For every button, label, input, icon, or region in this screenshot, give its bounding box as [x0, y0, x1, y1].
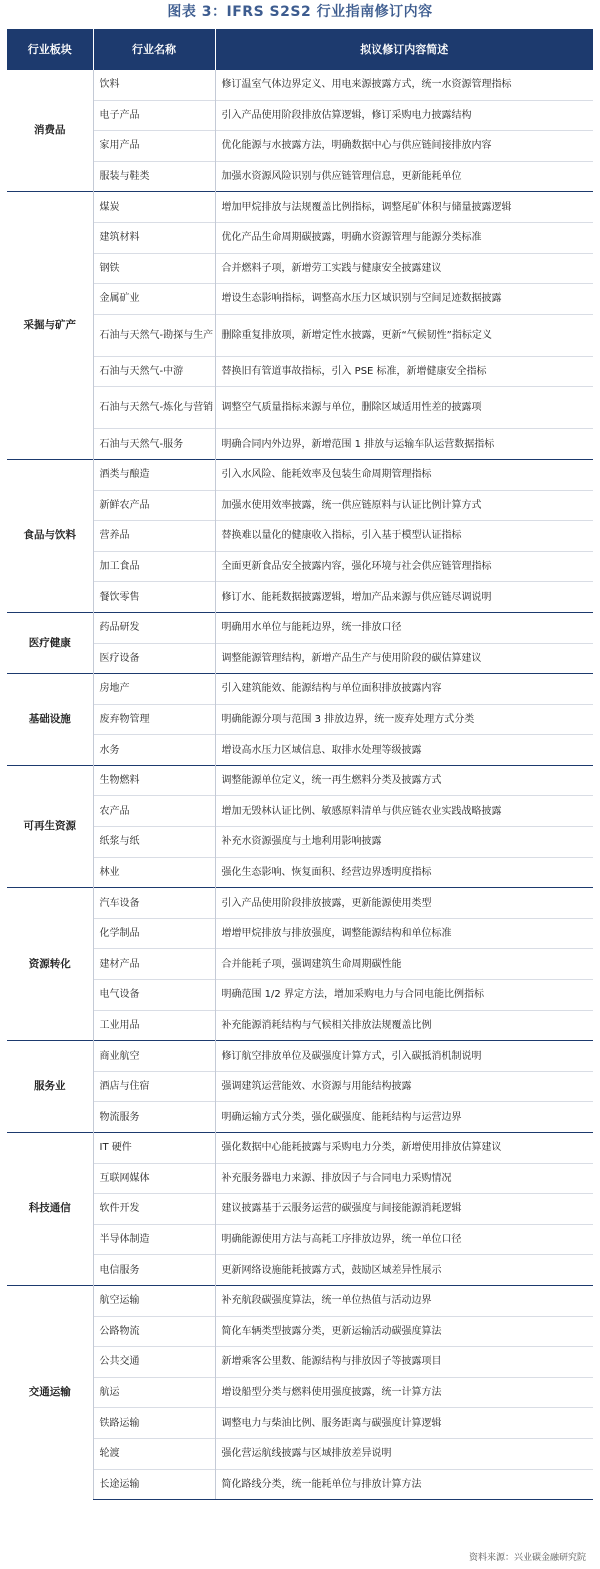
- industry-cell: 酒类与酿造: [93, 459, 215, 490]
- description-cell: 增加甲烷排放与法规覆盖比例指标，调整尾矿体积与储量披露逻辑: [215, 192, 593, 223]
- industry-cell: 汽车设备: [93, 888, 215, 919]
- description-cell: 调整电力与柴油比例、服务距离与碳强度计算逻辑: [215, 1408, 593, 1439]
- description-cell: 增设生态影响指标，调整高水压力区域识别与空间足迹数据披露: [215, 284, 593, 315]
- table-row: [7, 949, 593, 980]
- industry-cell: 石油与天然气-勘探与生产: [93, 314, 215, 356]
- description-cell: 补充能源消耗结构与气候相关排放法规覆盖比例: [215, 1010, 593, 1041]
- industry-cell: 建筑材料: [93, 222, 215, 253]
- description-cell: 强化数据中心能耗披露与采购电力分类，新增使用排放估算建议: [215, 1133, 593, 1164]
- industry-cell: 餐饮零售: [93, 582, 215, 613]
- description-cell: 更新网络设施能耗披露方式，鼓励区域差异性展示: [215, 1255, 593, 1286]
- table-row: [7, 643, 593, 674]
- table-row: [7, 1469, 593, 1500]
- table-row: [7, 980, 593, 1011]
- sector-cell: 采掘与矿产: [7, 192, 93, 460]
- industry-cell: 商业航空: [93, 1041, 215, 1072]
- table-row: [7, 735, 593, 766]
- industry-cell: 建材产品: [93, 949, 215, 980]
- description-cell: 明确范围 1/2 界定方法，增加采购电力与合同电能比例指标: [215, 980, 593, 1011]
- table-body: [7, 70, 593, 1500]
- header-industry: 行业名称: [93, 29, 215, 70]
- table-row: [7, 1377, 593, 1408]
- description-cell: 调整空气质量指标来源与单位，删除区域适用性差的披露项: [215, 387, 593, 429]
- table-row: [7, 582, 593, 613]
- description-cell: 强化营运航线披露与区域排放差异说明: [215, 1438, 593, 1469]
- table-row: [7, 1285, 593, 1316]
- industry-cell: 铁路运输: [93, 1408, 215, 1439]
- table-row: [7, 356, 593, 387]
- sector-cell: 资源转化: [7, 888, 93, 1041]
- table-row: [7, 100, 593, 131]
- table-row: [7, 131, 593, 162]
- table-row: [7, 1408, 593, 1439]
- description-cell: 新增乘客公里数、能源结构与排放因子等披露项目: [215, 1347, 593, 1378]
- industry-cell: 航空运输: [93, 1285, 215, 1316]
- industry-cell: 林业: [93, 857, 215, 888]
- industry-cell: 电信服务: [93, 1255, 215, 1286]
- table-row: [7, 1347, 593, 1378]
- sector-cell: 医疗健康: [7, 612, 93, 673]
- industry-cell: 石油与天然气-中游: [93, 356, 215, 387]
- industry-cell: 互联网媒体: [93, 1163, 215, 1194]
- description-cell: 引入产品使用阶段排放披露，更新能源使用类型: [215, 888, 593, 919]
- industry-cell: 服装与鞋类: [93, 161, 215, 192]
- sector-cell: 服务业: [7, 1041, 93, 1133]
- description-cell: 优化能源与水披露方法，明确数据中心与供应链间接排放内容: [215, 131, 593, 162]
- industry-cell: 长途运输: [93, 1469, 215, 1500]
- description-cell: 明确运输方式分类，强化碳强度、能耗结构与运营边界: [215, 1102, 593, 1133]
- table-row: [7, 827, 593, 858]
- description-cell: 修订温室气体边界定义、用电来源披露方式，统一水资源管理指标: [215, 70, 593, 101]
- table-row: [7, 1071, 593, 1102]
- table-row: [7, 1010, 593, 1041]
- description-cell: 加强水资源风险识别与供应链管理信息，更新能耗单位: [215, 161, 593, 192]
- industry-cell: 金属矿业: [93, 284, 215, 315]
- industry-cell: 家用产品: [93, 131, 215, 162]
- industry-cell: 电子产品: [93, 100, 215, 131]
- table-row: [7, 704, 593, 735]
- industry-cell: 石油与天然气-炼化与营销: [93, 387, 215, 429]
- industry-cell: 农产品: [93, 796, 215, 827]
- description-cell: 合并燃料子项，新增劳工实践与健康安全披露建议: [215, 253, 593, 284]
- industry-cell: 酒店与住宿: [93, 1071, 215, 1102]
- description-cell: 合并能耗子项，强调建筑生命周期碳性能: [215, 949, 593, 980]
- table-row: [7, 284, 593, 315]
- sector-cell: 可再生资源: [7, 765, 93, 887]
- table-header-row: [7, 29, 593, 70]
- table-row: [7, 161, 593, 192]
- industry-cell: 新鲜农产品: [93, 490, 215, 521]
- industry-cell: 软件开发: [93, 1194, 215, 1225]
- description-cell: 增设高水压力区域信息、取排水处理等级披露: [215, 735, 593, 766]
- table-row: [7, 765, 593, 796]
- description-cell: 建议披露基于云服务运营的碳强度与间接能源消耗逻辑: [215, 1194, 593, 1225]
- table-row: [7, 314, 593, 356]
- description-cell: 修订水、能耗数据披露逻辑，增加产品来源与供应链尽调说明: [215, 582, 593, 613]
- description-cell: 修订航空排放单位及碳强度计算方式，引入碳抵消机制说明: [215, 1041, 593, 1072]
- table-row: [7, 1163, 593, 1194]
- description-cell: 明确合同内外边界，新增范围 1 排放与运输车队运营数据指标: [215, 429, 593, 460]
- industry-cell: 公路物流: [93, 1316, 215, 1347]
- description-cell: 强化生态影响、恢复面积、经营边界透明度指标: [215, 857, 593, 888]
- table-row: [7, 429, 593, 460]
- description-cell: 引入水风险、能耗效率及包装生命周期管理指标: [215, 459, 593, 490]
- description-cell: 补充服务器电力来源、排放因子与合同电力采购情况: [215, 1163, 593, 1194]
- industry-cell: 公共交通: [93, 1347, 215, 1378]
- sector-cell: 消费品: [7, 70, 93, 192]
- sector-cell: 交通运输: [7, 1285, 93, 1499]
- industry-cell: 物流服务: [93, 1102, 215, 1133]
- industry-cell: 化学制品: [93, 918, 215, 949]
- industry-cell: 房地产: [93, 674, 215, 705]
- table-row: [7, 612, 593, 643]
- industry-cell: 石油与天然气-服务: [93, 429, 215, 460]
- industry-cell: IT 硬件: [93, 1133, 215, 1164]
- table-row: [7, 222, 593, 253]
- table-row: [7, 888, 593, 919]
- description-cell: 删除重复排放项，新增定性水披露，更新“气候韧性”指标定义: [215, 314, 593, 356]
- description-cell: 补充水资源强度与土地利用影响披露: [215, 827, 593, 858]
- description-cell: 引入产品使用阶段排放估算逻辑，修订采购电力披露结构: [215, 100, 593, 131]
- figure-title: 图表 3：IFRS S2S2 行业指南修订内容: [167, 4, 433, 20]
- industry-cell: 工业用品: [93, 1010, 215, 1041]
- table-row: [7, 1133, 593, 1164]
- description-cell: 明确能源使用方法与高耗工序排放边界，统一单位口径: [215, 1224, 593, 1255]
- industry-cell: 钢铁: [93, 253, 215, 284]
- description-cell: 全面更新食品安全披露内容，强化环境与社会供应链管理指标: [215, 551, 593, 582]
- description-cell: 强调建筑运营能效、水资源与用能结构披露: [215, 1071, 593, 1102]
- description-cell: 简化车辆类型披露分类，更新运输活动碳强度算法: [215, 1316, 593, 1347]
- header-description: 拟议修订内容简述: [215, 29, 593, 70]
- industry-revision-table: [7, 29, 593, 1500]
- industry-cell: 煤炭: [93, 192, 215, 223]
- description-cell: 明确用水单位与能耗边界，统一排放口径: [215, 612, 593, 643]
- industry-cell: 饮料: [93, 70, 215, 101]
- industry-cell: 水务: [93, 735, 215, 766]
- table-row: [7, 1041, 593, 1072]
- sector-cell: 科技通信: [7, 1133, 93, 1286]
- industry-cell: 电气设备: [93, 980, 215, 1011]
- table-row: [7, 192, 593, 223]
- description-cell: 增加无毁林认证比例、敏感原料清单与供应链农业实践战略披露: [215, 796, 593, 827]
- table-row: [7, 1102, 593, 1133]
- sector-cell: 食品与饮料: [7, 459, 93, 612]
- industry-cell: 生物燃料: [93, 765, 215, 796]
- table-row: [7, 70, 593, 101]
- industry-cell: 营养品: [93, 521, 215, 552]
- description-cell: 明确能源分项与范围 3 排放边界，统一废弃处理方式分类: [215, 704, 593, 735]
- industry-cell: 半导体制造: [93, 1224, 215, 1255]
- table-row: [7, 521, 593, 552]
- table-row: [7, 1255, 593, 1286]
- header-sector: 行业板块: [7, 29, 93, 70]
- table-row: [7, 674, 593, 705]
- description-cell: 引入建筑能效、能源结构与单位面积排放披露内容: [215, 674, 593, 705]
- description-cell: 简化路线分类，统一能耗单位与排放计算方法: [215, 1469, 593, 1500]
- industry-cell: 航运: [93, 1377, 215, 1408]
- industry-cell: 加工食品: [93, 551, 215, 582]
- description-cell: 替换难以量化的健康收入指标，引入基于模型认证指标: [215, 521, 593, 552]
- table-row: [7, 857, 593, 888]
- table-row: [7, 253, 593, 284]
- industry-cell: 药品研发: [93, 612, 215, 643]
- industry-cell: 医疗设备: [93, 643, 215, 674]
- description-cell: 增设船型分类与燃料使用强度披露，统一计算方法: [215, 1377, 593, 1408]
- industry-cell: 轮渡: [93, 1438, 215, 1469]
- table-row: [7, 918, 593, 949]
- table-row: [7, 551, 593, 582]
- description-cell: 补充航段碳强度算法，统一单位热值与活动边界: [215, 1285, 593, 1316]
- table-row: [7, 1438, 593, 1469]
- table-row: [7, 459, 593, 490]
- description-cell: 调整能源管理结构，新增产品生产与使用阶段的碳估算建议: [215, 643, 593, 674]
- description-cell: 加强水使用效率披露，统一供应链原料与认证比例计算方式: [215, 490, 593, 521]
- table-row: [7, 1224, 593, 1255]
- description-cell: 调整能源单位定义，统一再生燃料分类及披露方式: [215, 765, 593, 796]
- table-row: [7, 490, 593, 521]
- table-row: [7, 796, 593, 827]
- description-cell: 替换旧有管道事故指标，引入 PSE 标准，新增健康安全指标: [215, 356, 593, 387]
- table-row: [7, 1194, 593, 1225]
- table-row: [7, 387, 593, 429]
- source-note: 资料来源：兴业碳金融研究院: [468, 1553, 586, 1563]
- industry-cell: 废弃物管理: [93, 704, 215, 735]
- description-cell: 增增甲烷排放与排放强度，调整能源结构和单位标准: [215, 918, 593, 949]
- sector-cell: 基础设施: [7, 674, 93, 766]
- description-cell: 优化产品生命周期碳披露，明确水资源管理与能源分类标准: [215, 222, 593, 253]
- industry-cell: 纸浆与纸: [93, 827, 215, 858]
- table-row: [7, 1316, 593, 1347]
